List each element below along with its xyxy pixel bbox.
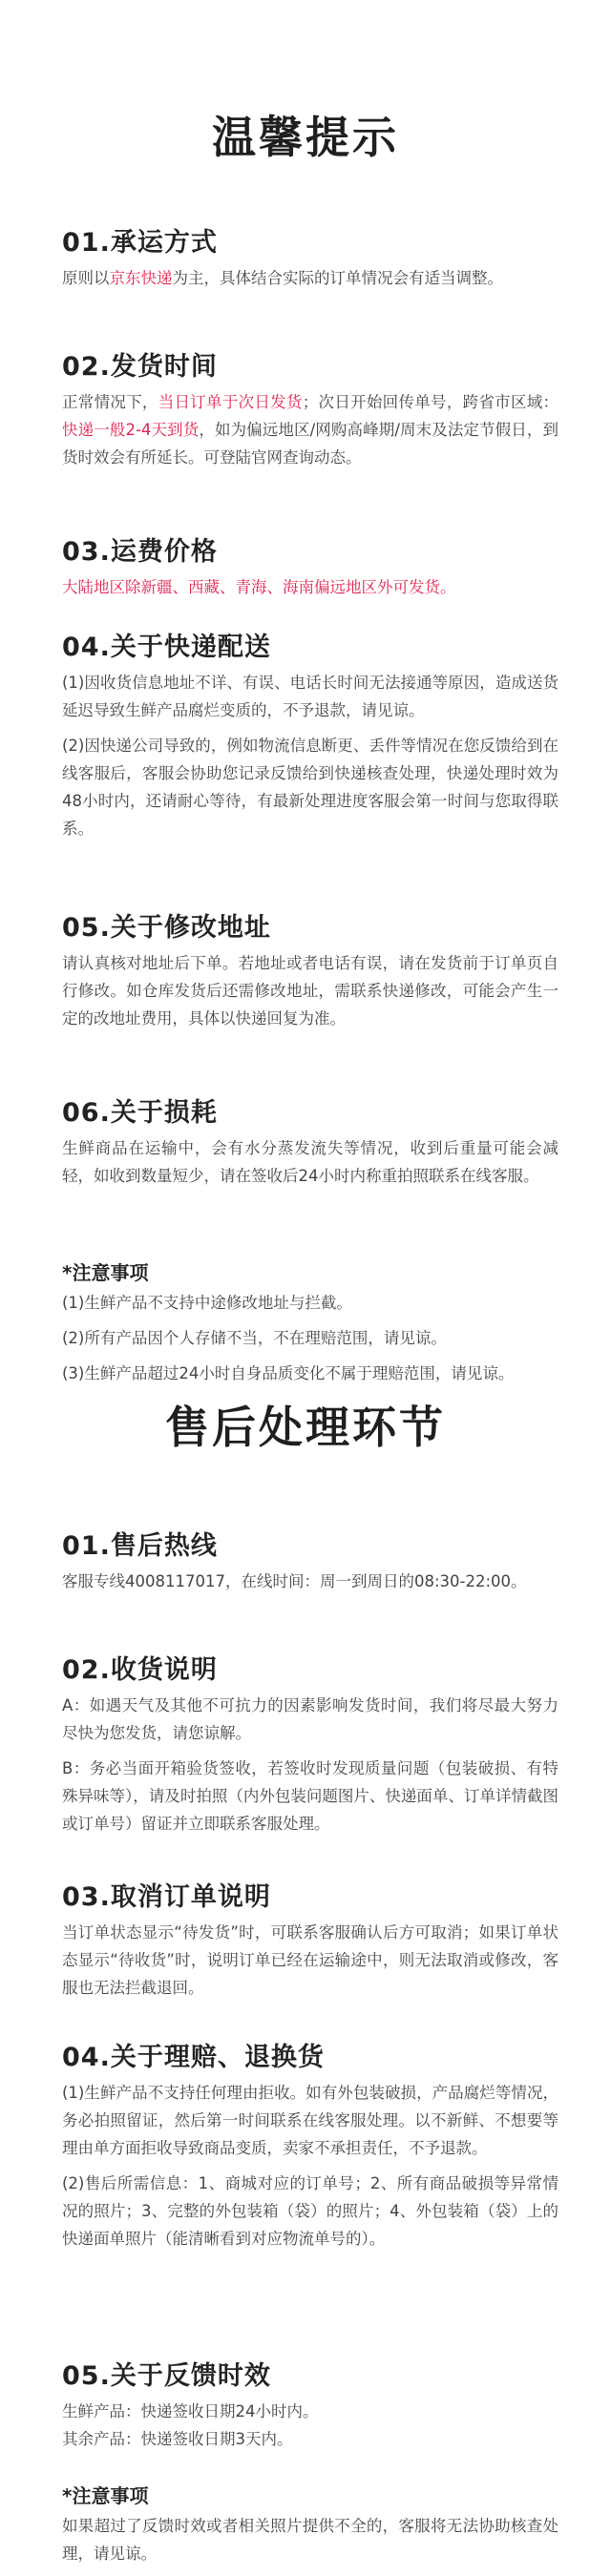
text-run: ，如为偏远地区/网购高峰期/周末及法定节假日，到货时效会有所延长。可登陆官网查询动态。 — [62, 421, 559, 467]
section-shipping-fee — [62, 530, 558, 609]
notes-title: *注意事项 — [62, 1261, 149, 1284]
highlight-text: 大陆地区除新疆、西藏、青海、海南偏远地区外可发货。 — [62, 578, 456, 596]
section-text — [62, 573, 558, 601]
section-paragraph: (2)因快递公司导致的，例如物流信息断更、丢件等情况在您反馈给到在线客服后，客服会协助您记录反馈给到快递核查处理，快递处理时效为48小时内，还请耐心等待，有最新处理进度客服会第一时间与您取得联系。 — [62, 737, 558, 838]
section-paragraph: A：如遇天气及其他不可抗力的因素影响发货时间，我们将尽最大努力尽快为您发货，请您谅解。 — [62, 1696, 558, 1742]
section-cancel-order — [62, 1876, 558, 2009]
section-heading: 02.发货时间 — [62, 352, 218, 382]
section-heading: 04.关于理赔、退换货 — [62, 2043, 325, 2072]
section-shipping-carrier — [62, 221, 558, 300]
highlight-text: 京东快递 — [109, 269, 173, 287]
section-paragraph: B：务必当面开箱验货签收，若签收时发现质量问题（包装破损、有特殊异味等），请及时拍照（内外包装问题图片、快递面单、订单详情截图或订单号）留证并立即联系客服处理。 — [62, 1759, 558, 1833]
section-courier-delivery — [62, 626, 558, 850]
section-heading: 05.关于反馈时效 — [62, 2361, 271, 2391]
text-run: ；次日开始回传单号，跨省市区域： — [302, 393, 559, 411]
section-change-address — [62, 906, 558, 1040]
section-loss — [62, 1091, 558, 1197]
page-title-tips: 温馨提示 — [212, 112, 399, 163]
section-delivery-time — [62, 345, 558, 479]
section-paragraph: 其余产品：快递签收日期3天内。 — [62, 2430, 293, 2448]
section-heading: 01.承运方式 — [62, 228, 218, 258]
section-receiving — [62, 1649, 558, 1845]
section-paragraph: 生鲜商品在运输中，会有水分蒸发流失等情况，收到后重量可能会减轻，如收到数量短少，请在签收后24小时内称重拍照联系在线客服。 — [62, 1139, 558, 1185]
note-line: (2)所有产品因个人存储不当，不在理赔范围，请见谅。 — [62, 1329, 447, 1347]
section-paragraph: (1)生鲜产品不支持任何理由拒收。如有外包装破损，产品腐烂等情况，务必拍照留证，然后第一时间联系在线客服处理。以不新鲜、不想要等理由单方面拒收导致商品变质，卖家不承担责任，不予退款。 — [62, 2084, 558, 2157]
section-paragraph: 客服专线4008117017，在线时间：周一到周日的08:30-22:00。 — [62, 1572, 527, 1590]
text-run: 为主，具体结合实际的订单情况会有适当调整。 — [172, 269, 503, 287]
section-heading: 03.运费价格 — [62, 537, 218, 567]
notes-block — [62, 1257, 558, 1395]
section-heading: 01.售后热线 — [62, 1531, 218, 1561]
note-line: (1)生鲜产品不支持中途修改地址与拦截。 — [62, 1294, 352, 1312]
section-heading: 06.关于损耗 — [62, 1098, 218, 1128]
section-heading: 02.收货说明 — [62, 1655, 218, 1685]
section-heading: 03.取消订单说明 — [62, 1882, 271, 1912]
section-paragraph: 当订单状态显示“待发货”时，可联系客服确认后方可取消；如果订单状态显示“待收货”时，说明订单已经在运输途中，则无法取消或修改，客服也无法拦截退回。 — [62, 1923, 558, 1997]
section-feedback-time — [62, 2355, 558, 2453]
note-line: (3)生鲜产品超过24小时自身品质变化不属于理赔范围，请见谅。 — [62, 1364, 515, 1382]
section-text — [62, 388, 558, 471]
section-hotline — [62, 1525, 558, 1603]
page-title-after-sales: 售后处理环节 — [165, 1402, 446, 1453]
text-run: 原则以 — [62, 269, 110, 287]
section-paragraph: (2)售后所需信息：1、商城对应的订单号；2、所有商品破损等异常情况的照片；3、完整的外包装箱（袋）的照片；4、外包装箱（袋）上的快递面单照片（能清晰看到对应物流单号的）。 — [62, 2174, 558, 2248]
section-paragraph: (1)因收货信息地址不详、有误、电话长时间无法接通等原因，造成送货延迟导致生鲜产品腐烂变质的，不予退款，请见谅。 — [62, 674, 558, 719]
section-heading: 04.关于快递配送 — [62, 633, 271, 662]
section-claims-returns — [62, 2036, 558, 2260]
section-text — [62, 264, 558, 292]
highlight-text: 当日订单于次日发货 — [158, 393, 303, 411]
text-run: 正常情况下， — [62, 393, 158, 411]
highlight-text: 快递一般2-4天到货 — [62, 421, 200, 439]
notes-title: *注意事项 — [62, 2484, 149, 2507]
section-paragraph: 生鲜产品：快递签收日期24小时内。 — [62, 2402, 319, 2420]
section-paragraph: 请认真核对地址后下单。若地址或者电话有误，请在发货前于订单页自行修改。如仓库发货后还需修改地址，需联系快递修改，可能会产生一定的改地址费用，具体以快递回复为准。 — [62, 954, 558, 1028]
notes-block-after-sales — [62, 2481, 558, 2575]
section-heading: 05.关于修改地址 — [62, 913, 271, 943]
note-line: 如果超过了反馈时效或者相关照片提供不全的，客服将无法协助核查处理，请见谅。 — [62, 2517, 558, 2563]
